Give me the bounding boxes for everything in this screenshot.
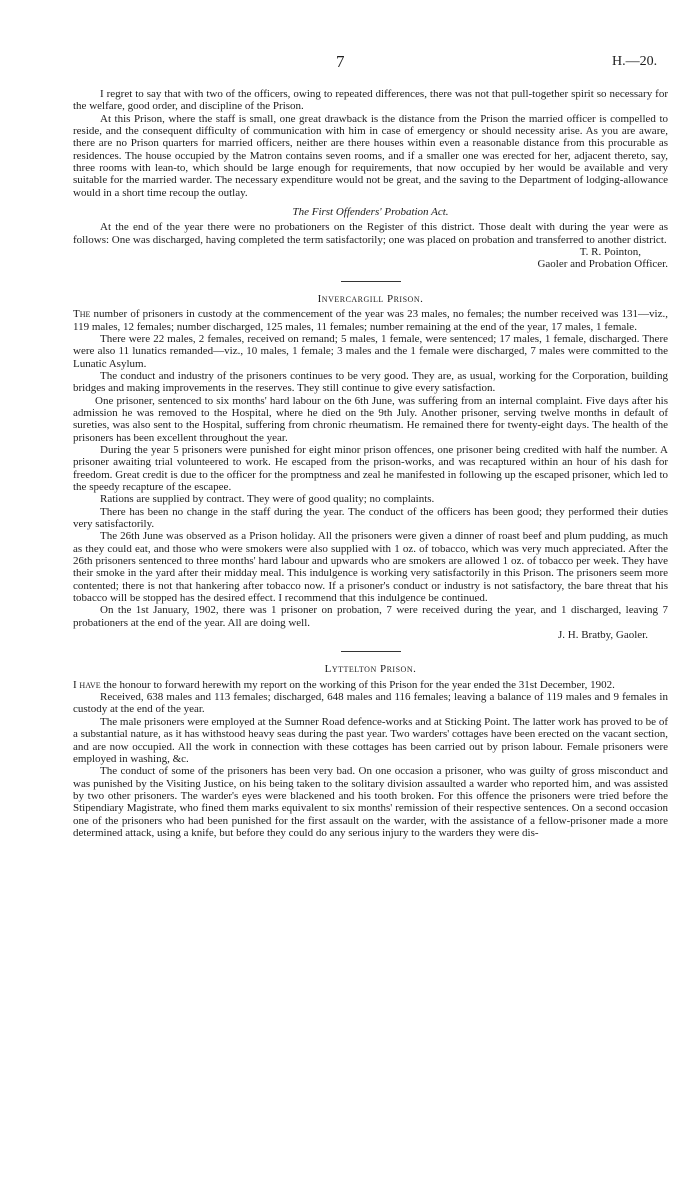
lead-word: The <box>73 308 91 321</box>
paragraph-text: number of prisoners in custody at the commencement of the year was 23 males, no females; the number received was 131—viz., 119 males, 12 females; number discharged, 125 males, 11 females; number remaining at the end of the year, 17 males, 1 female. <box>73 308 668 333</box>
page-number: 7 <box>336 52 345 71</box>
section-heading: Lyttelton Prison. <box>324 663 417 676</box>
paragraph: One prisoner, sentenced to six months' hard labour on the 6th June, was suffering from an internal complaint. Five days after his admission he was removed to the Hospital, where he died on the 9th July. Another prisoner, serving twelve months in default of sureties, was also sent to the Hospital, suffering from chronic rheumatism. He remained there for twenty-eight days. The health of the prisoners has been excellent throughout the year. <box>73 394 668 444</box>
paragraph: There were 22 males, 2 females, received on remand; 5 males, 1 female, were sentenced; 17 males, 1 female, discharged. There were also 11 lunatics remanded—viz., 10 males, 1 female; 3 males and the 1 female were discharged, 7 males were committed to the Lunatic Asylum. <box>73 332 668 370</box>
page-header <box>0 52 700 76</box>
paragraph: The 26th June was observed as a Prison holiday. All the prisoners were given a dinner of roast beef and plum pudding, as much as they could eat, and those who were smokers were also supplied with 1 oz. of tobacco, which was very much appreciated. After the 26th prisoners sentenced to three months' hard labour and upwards who are smokers are allowed 1 oz. of tobacco per week. They have their smoke in the yard after their midday meal. This indulgence is working very satisfactorily in this Prison. The prisoners seem more contented; there is not that hankering after tobacco now. If a prisoner's conduct or industry is not satisfactory, the bare threat that his tobacco will be stopped has the desired effect. I recommend that this indulgence be continued. <box>73 530 668 605</box>
section-heading: Invercargill Prison. <box>317 292 424 305</box>
section-divider <box>341 651 401 652</box>
paragraph: At this Prison, where the staff is small, one great drawback is the distance from the Prison the married officer is compelled to reside, and the consequent difficulty of communication with him in case of emergency or should necessity arise. As you are aware, there are no Prison quarters for married officers, neither are there houses within even a reasonable distance from this procurable as residences. The house occupied by the Matron contains seven rooms, and if a smaller one was erected for her, adjacent thereto, say, three rooms with lean-to, which should be large enough for requirements, that now occupied by her would be available and very suitable for the married warder. The necessary expenditure would not be great, and the saving to the Department of lodging-allowance would in a short time recoup the outlay. <box>73 112 668 199</box>
section-subheading: The First Offenders' Probation Act. <box>292 206 449 219</box>
paragraph <box>73 308 668 333</box>
paragraph: At the end of the year there were no probationers on the Register of this district. Those dealt with during the year were as follows: One was discharged, having completed the term satisfactorily; one was placed on probation and transferred to another district. <box>73 221 668 246</box>
document-id: H.—20. <box>612 54 658 69</box>
signature-title: Gaoler and Probation Officer. <box>537 258 668 271</box>
paragraph: On the 1st January, 1902, there was 1 prisoner on probation, 7 were received during the year, and 1 discharged, leaving 7 probationers at the end of the year. All are doing well. <box>73 604 668 629</box>
lead-word: I have <box>73 678 101 691</box>
paragraph: There has been no change in the staff during the year. The conduct of the officers has been good; they performed their duties very satisfactorily. <box>73 505 668 530</box>
paragraph: The male prisoners were employed at the Sumner Road defence-works and at Sticking Point. The latter work has proved to be of a substantial nature, as it has withstood heavy seas during the past year. Two warders' cottages have been erected on the vacant section, and are now occupied. All the work in connection with these cottages has been carried out by prison labour. Female prisoners were employed in washing, &c. <box>73 715 668 765</box>
section-divider <box>341 281 401 282</box>
paragraph: I regret to say that with two of the officers, owing to repeated differences, there was not that pull-together spirit so necessary for the welfare, good order, and discipline of the Prison. <box>73 88 668 113</box>
paragraph: Received, 638 males and 113 females; discharged, 648 males and 116 females; leaving a balance of 119 males and 9 females in custody at the end of the year. <box>73 691 668 716</box>
paragraph: The conduct of some of the prisoners has been very bad. On one occasion a prisoner, who was guilty of gross misconduct and was punished by the Visiting Justice, on his being taken to the solitary division assaulted a warder who reported him, and was assisted by two other prisoners. The warder's eyes were blackened and his tooth broken. For this offence the prisoners were tried before the Stipendiary Magistrate, who fined them marks equivalent to six months' remission of their respective sentences. On a second occasion one of the prisoners who had been punished for the first assault on the warder, with the assistance of a fellow-prisoner made a more determined attack, using a knife, but before they could do any serious injury to the warders they were dis- <box>73 765 668 839</box>
paragraph: During the year 5 prisoners were punished for eight minor prison offences, one prisoner being credited with half the number. A prisoner awaiting trial volunteered to work. He escaped from the prison-works, and was recaptured within an hour of his dash for freedom. Great credit is due to the officer for the promptness and zeal he manifested in following up the escaped prisoner, which led to the speedy recapture of the escapee. <box>73 443 668 493</box>
body-column <box>73 88 668 839</box>
paragraph-text: the honour to forward herewith my report on the working of this Prison for the year ended the 31st December, 1902. <box>100 678 615 691</box>
paragraph: Rations are supplied by contract. They were of good quality; no complaints. <box>100 493 435 506</box>
paragraph <box>73 679 668 691</box>
signature-name: T. R. Pointon, <box>579 246 641 259</box>
paragraph: The conduct and industry of the prisoners continues to be very good. They are, as usual, working for the Corporation, building bridges and making improvements in the reserves. They still continue to give every satisfaction. <box>73 369 668 395</box>
signature: J. H. Bratby, Gaoler. <box>557 629 648 642</box>
